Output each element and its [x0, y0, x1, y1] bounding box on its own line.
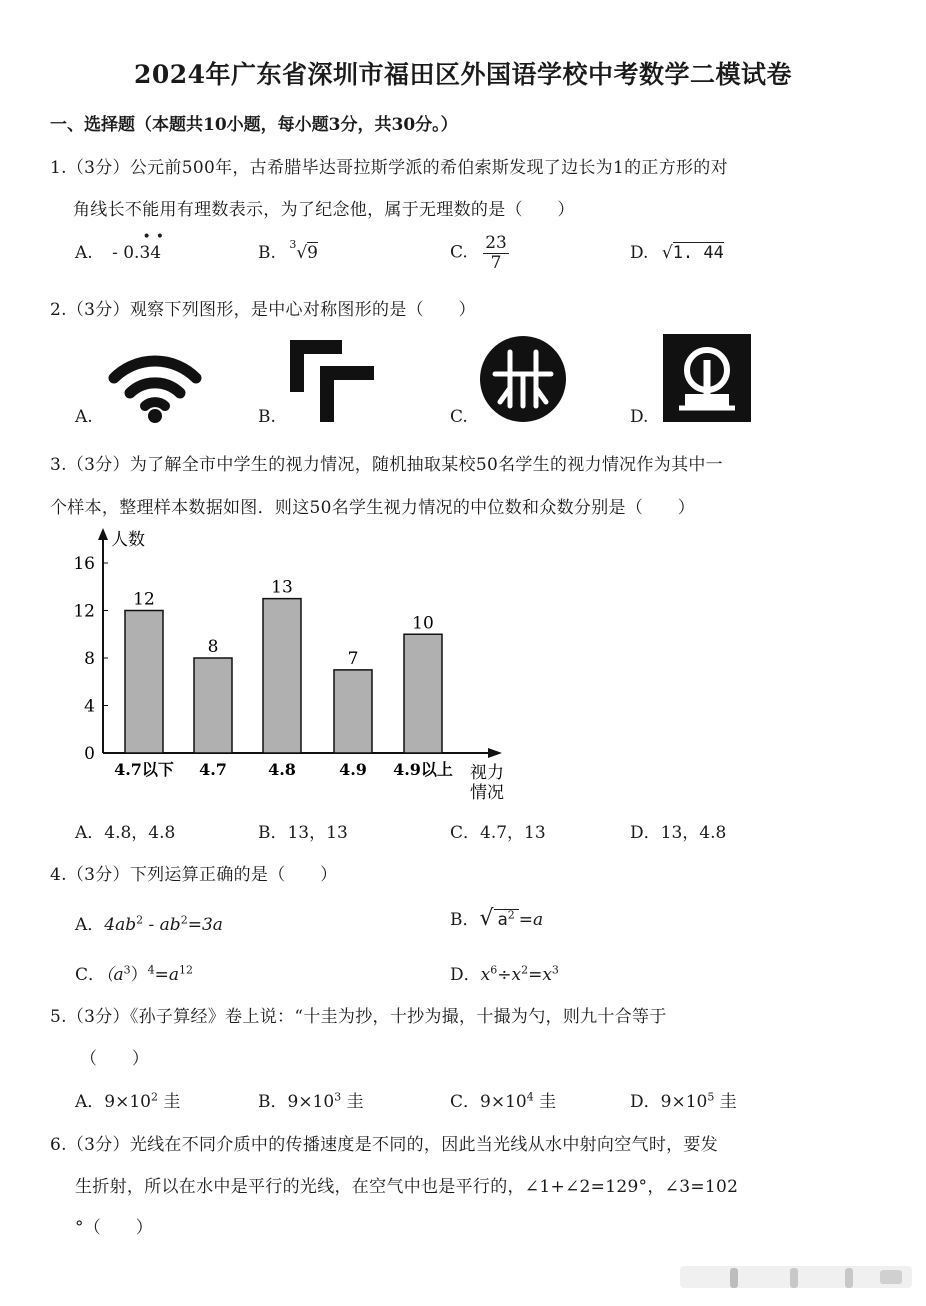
q5-option-b: B．$9\times 10^3$ 圭 — [258, 1090, 364, 1112]
q1-option-b-label: B. — [258, 243, 276, 263]
q6-line1: 6.（3分）光线在不同介质中的传播速度是不同的，因此当光线从水中射向空气时，要发 — [50, 1135, 719, 1155]
q1-option-c-label: C. — [450, 242, 468, 263]
bar — [194, 658, 232, 753]
q1-line1: 1.（3分）公元前500年，古希腊毕达哥拉斯学派的希伯索斯发现了边长为1的正方形的对 — [50, 158, 728, 178]
cube-root: 3 √9 — [289, 238, 318, 263]
bar-value-label: 13 — [271, 577, 293, 598]
x-axis-label-line1: 视力 — [470, 763, 504, 783]
bar — [263, 599, 301, 753]
q6-line3: °（ ） — [75, 1218, 153, 1238]
wifi-icon — [108, 348, 202, 428]
x-tick-label: 4.9以上 — [393, 760, 453, 779]
y-tick-label: 12 — [73, 601, 95, 622]
railway-logo-icon — [663, 334, 751, 426]
bar — [334, 670, 372, 753]
x-axis-label-line2: 情况 — [470, 783, 504, 803]
q4-option-c: C．$(a^3)^4=a^{12}$ — [75, 963, 194, 985]
q3-option-a: A．4.8，4.8 — [75, 823, 176, 843]
x-axis-arrow — [488, 748, 502, 758]
q2-option-c-label: C. — [450, 407, 468, 427]
q1-option-d: D. √1. 44 — [630, 243, 724, 263]
repeat-dots: •• — [142, 229, 169, 245]
q1-option-b — [258, 238, 318, 263]
q2-line1: 2.（3分）观察下列图形，是中心对称图形的是（ ） — [50, 300, 476, 320]
bar — [125, 611, 163, 754]
q5-line2: （ ） — [80, 1049, 150, 1069]
q4-option-a: A．$4ab^2 - ab^2=3a$ — [75, 913, 223, 935]
y-tick-label: 4 — [84, 696, 95, 717]
q3-option-c: C．4.7，13 — [450, 823, 546, 843]
q5-line1: 5.（3分）《孙子算经》卷上说：“十圭为抄，十抄为撮，十撮为勺，则九十合等于 — [50, 1007, 667, 1027]
bar-value-label: 8 — [207, 637, 219, 657]
y-tick-label: 0 — [84, 744, 95, 764]
bar-value-label: 12 — [133, 589, 155, 610]
q1-option-d-label: D. — [630, 243, 649, 263]
bar — [404, 634, 442, 753]
q1-option-c — [450, 234, 509, 272]
bar-value-label: 7 — [347, 648, 359, 669]
q2-option-d-label: D. — [630, 407, 649, 427]
x-tick-label: 4.9 — [339, 760, 367, 779]
q1-option-a-label: A. — [75, 243, 93, 263]
page-title: 2024年广东省深圳市福田区外国语学校中考数学二模试卷 — [133, 60, 793, 89]
q6-line2: 生折射，所以在水中是平行的光线，在空气中也是平行的，∠1+∠2=129°，∠3=102 — [75, 1177, 739, 1197]
q1-option-a-value: - 0. — [112, 243, 140, 263]
bar-value-label: 10 — [412, 613, 434, 634]
q2-option-a-label: A. — [75, 407, 93, 427]
q4-option-d: D．$x^6\div x^2=x^3$ — [450, 963, 559, 985]
y-tick-label: 16 — [73, 554, 95, 574]
x-tick-label: 4.8 — [268, 760, 296, 779]
corner-blocks-icon — [290, 340, 374, 426]
q1-option-a — [75, 229, 169, 263]
q4-line1: 4.（3分）下列运算正确的是（ ） — [50, 865, 338, 885]
q1-option-a-repeating: •• 34 — [139, 229, 169, 263]
fraction: $\frac{23}{7}$ — [485, 233, 507, 273]
section-heading: 一、选择题（本题共10小题，每小题3分，共30分。） — [50, 115, 458, 135]
q3-line2: 个样本，整理样本数据如图．则这50名学生视力情况的中位数和众数分别是（ ） — [50, 498, 696, 518]
watermark-strip — [680, 1262, 920, 1292]
q3-line1: 3.（3分）为了解全市中学生的视力情况，随机抽取某校50名学生的视力情况作为其中一 — [50, 455, 723, 475]
q5-option-d: D．$9\times 10^5$ 圭 — [630, 1090, 737, 1112]
q1-line2: 角线长不能用有理数表示，为了纪念他，属于无理数的是（ ） — [73, 200, 575, 220]
q5-option-a: A．$9\times 10^2$ 圭 — [75, 1090, 181, 1112]
q5-option-c: C．$9\times 10^4$ 圭 — [450, 1090, 557, 1112]
sqrt-radicand: 1. 44 — [672, 243, 724, 263]
x-tick-label: 4.7以下 — [114, 760, 174, 779]
bar-chart — [70, 520, 530, 810]
q4-option-b: B．√ $a^2 =a$ — [450, 906, 544, 931]
x-tick-label: 4.7 — [199, 760, 227, 779]
metro-logo-icon — [480, 336, 566, 426]
y-tick-label: 8 — [84, 649, 95, 669]
q2-option-b-label: B. — [258, 407, 276, 427]
q3-option-d: D．13，4.8 — [630, 823, 727, 843]
q3-option-b: B．13，13 — [258, 823, 348, 843]
y-axis-label: 人数 — [111, 530, 145, 550]
y-axis-arrow — [98, 528, 108, 540]
